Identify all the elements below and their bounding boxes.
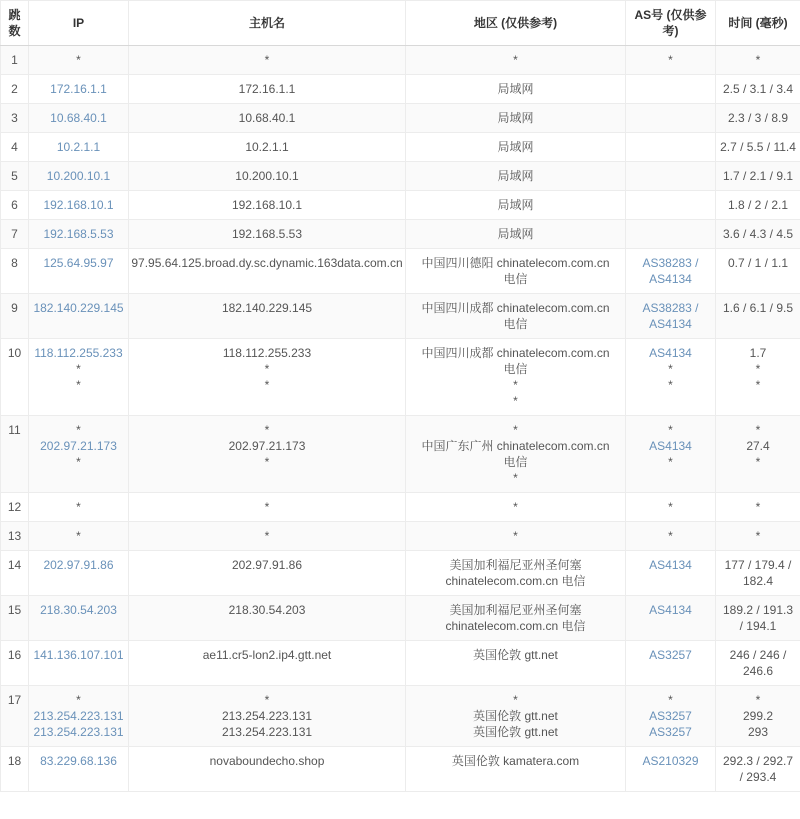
time-cell: [716, 416, 800, 493]
host-cell-text: 218.30.54.203: [228, 603, 306, 617]
region-cell-text: 局域网: [497, 227, 534, 241]
ip-cell-text: *: [76, 529, 81, 543]
region-cell-text: 局域网: [497, 111, 534, 125]
region-cell-text: *: [513, 53, 518, 67]
ip-link[interactable]: 213.254.223.131: [33, 725, 124, 739]
col-header-host: 主机名: [129, 1, 406, 46]
host-cell: [129, 686, 406, 747]
host-cell-text: 213.254.223.131: [221, 725, 313, 739]
asn-link[interactable]: AS4134: [649, 346, 692, 360]
region-cell-text: 局域网: [497, 198, 534, 212]
host-cell-text: *: [264, 378, 270, 392]
region-cell: [406, 641, 626, 686]
asn-cell: [626, 596, 716, 641]
ip-link[interactable]: 141.136.107.101: [33, 648, 124, 662]
col-header-ip: IP: [29, 1, 129, 46]
hop-number: 13: [1, 522, 29, 551]
table-row: [1, 747, 800, 792]
ip-cell-line: [31, 345, 126, 361]
host-cell: [129, 75, 406, 104]
ip-cell-line: [31, 647, 126, 663]
region-cell-text: 局域网: [497, 169, 534, 183]
asn-cell: [626, 104, 716, 133]
table-row: [1, 191, 800, 220]
asn-cell: [626, 75, 716, 104]
hop-number: 9: [1, 294, 29, 339]
time-cell-text: 1.7: [749, 346, 767, 360]
ip-cell-line: [31, 226, 126, 242]
asn-cell-line: [628, 708, 713, 724]
ip-cell: [29, 641, 129, 686]
asn-cell-text: [628, 226, 713, 242]
host-cell: [129, 522, 406, 551]
ip-link[interactable]: 202.97.21.173: [40, 439, 117, 453]
ip-cell: [29, 75, 129, 104]
ip-cell-line: [31, 81, 126, 97]
time-cell: [716, 191, 800, 220]
time-cell-text: 177 / 179.4 / 182.4: [724, 558, 792, 588]
asn-cell-text: *: [668, 378, 673, 392]
table-row: [1, 162, 800, 191]
host-cell-text: 182.140.229.145: [221, 301, 313, 315]
asn-link[interactable]: AS38283 / AS4134: [642, 256, 699, 286]
asn-cell: [626, 46, 716, 75]
ip-cell-text: *: [76, 500, 81, 514]
host-cell: [129, 493, 406, 522]
asn-cell-text: [628, 81, 713, 97]
region-cell-text: 英国伦敦 gtt.net: [473, 648, 558, 662]
host-cell-text: *: [264, 529, 270, 543]
asn-cell-text: *: [668, 693, 673, 707]
asn-cell-text: *: [668, 423, 673, 437]
host-cell: [129, 641, 406, 686]
table-row: [1, 493, 800, 522]
ip-cell-line: [31, 168, 126, 184]
time-cell-text: *: [755, 378, 761, 392]
time-cell-text: 1.6 / 6.1 / 9.5: [722, 301, 794, 315]
asn-link[interactable]: AS38283 / AS4134: [642, 301, 699, 331]
ip-cell: [29, 686, 129, 747]
host-cell-text: 10.200.10.1: [235, 169, 299, 183]
time-cell: [716, 522, 800, 551]
asn-cell-line: [628, 438, 713, 454]
ip-cell: [29, 522, 129, 551]
ip-cell-line: [31, 753, 126, 769]
asn-cell-text: [628, 139, 713, 155]
asn-cell: [626, 133, 716, 162]
hop-number: 3: [1, 104, 29, 133]
table-row: [1, 294, 800, 339]
hop-number: 4: [1, 133, 29, 162]
asn-link[interactable]: AS210329: [642, 754, 699, 768]
time-cell-text: 1.8 / 2 / 2.1: [727, 198, 789, 212]
host-cell-text: 172.16.1.1: [238, 82, 296, 96]
host-cell: [129, 191, 406, 220]
table-row: [1, 249, 800, 294]
time-cell-text: 2.7 / 5.5 / 11.4: [720, 140, 796, 154]
time-cell: [716, 249, 800, 294]
ip-cell-text: *: [76, 362, 81, 376]
asn-cell: [626, 294, 716, 339]
table-row: [1, 641, 800, 686]
ip-cell-text: *: [76, 53, 81, 67]
ip-cell-line: [31, 438, 126, 454]
ip-cell-text: *: [76, 378, 81, 392]
time-cell: [716, 75, 800, 104]
ip-cell: [29, 133, 129, 162]
time-cell-text: *: [755, 500, 761, 514]
table-row: [1, 596, 800, 641]
ip-cell-line: [31, 557, 126, 573]
time-cell: [716, 493, 800, 522]
host-cell: [129, 416, 406, 493]
host-cell-text: *: [264, 423, 270, 437]
region-cell: [406, 493, 626, 522]
ip-cell-line: [31, 139, 126, 155]
host-cell-text: novaboundecho.shop: [209, 754, 325, 768]
region-cell-text: 美国加利福尼亚州圣何塞 chinatelecom.com.cn 电信: [445, 558, 586, 588]
ip-cell: [29, 747, 129, 792]
time-cell-text: *: [755, 529, 761, 543]
region-cell-text: 英国伦敦 kamatera.com: [451, 754, 580, 768]
ip-cell-line: [31, 300, 126, 316]
asn-cell-text: [628, 110, 713, 126]
table-body: [1, 46, 800, 792]
asn-cell: [626, 747, 716, 792]
hop-number: 1: [1, 46, 29, 75]
time-cell-text: 27.4: [746, 439, 770, 453]
ip-cell-line: [31, 724, 126, 740]
asn-cell: [626, 686, 716, 747]
region-cell: [406, 596, 626, 641]
asn-cell-line: [628, 602, 713, 618]
ip-link[interactable]: 202.97.91.86: [43, 558, 114, 572]
time-cell: [716, 339, 800, 416]
ip-link[interactable]: 192.168.5.53: [43, 227, 114, 241]
region-cell: [406, 75, 626, 104]
time-cell-text: 246 / 246 / 246.6: [729, 648, 787, 678]
time-cell-text: 3.6 / 4.3 / 4.5: [722, 227, 794, 241]
hop-number: 11: [1, 416, 29, 493]
ip-link[interactable]: 192.168.10.1: [43, 198, 114, 212]
hop-number: 8: [1, 249, 29, 294]
col-header-region: 地区 (仅供参考): [406, 1, 626, 46]
time-cell: [716, 551, 800, 596]
asn-cell: [626, 522, 716, 551]
host-cell: [129, 747, 406, 792]
host-cell: [129, 249, 406, 294]
ip-link[interactable]: 172.16.1.1: [50, 82, 107, 96]
ip-cell-text: *: [76, 693, 81, 707]
ip-link[interactable]: 182.140.229.145: [33, 301, 124, 315]
region-cell: [406, 191, 626, 220]
region-cell-text: 中国四川德阳 chinatelecom.com.cn 电信: [421, 256, 610, 286]
ip-cell-line: [31, 197, 126, 213]
table-row: [1, 220, 800, 249]
asn-cell: [626, 416, 716, 493]
table-header-row: [1, 1, 800, 46]
host-cell: [129, 162, 406, 191]
host-cell: [129, 220, 406, 249]
host-cell-text: *: [264, 693, 270, 707]
ip-link[interactable]: 10.200.10.1: [46, 169, 111, 183]
asn-cell: [626, 162, 716, 191]
region-cell-text: 中国广东广州 chinatelecom.com.cn 电信: [421, 439, 610, 469]
host-cell: [129, 133, 406, 162]
region-cell-text: 英国伦敦 gtt.net: [473, 725, 558, 739]
hop-number: 15: [1, 596, 29, 641]
table-row: [1, 133, 800, 162]
ip-cell: [29, 339, 129, 416]
asn-cell-text: *: [668, 529, 673, 543]
host-cell-text: 10.68.40.1: [238, 111, 296, 125]
hop-number: 2: [1, 75, 29, 104]
region-cell-text: *: [513, 423, 518, 437]
ip-cell: [29, 294, 129, 339]
ip-cell-text: *: [76, 455, 81, 469]
time-cell: [716, 641, 800, 686]
region-cell: [406, 522, 626, 551]
hop-number: 14: [1, 551, 29, 596]
host-cell-text: 10.2.1.1: [245, 140, 289, 154]
host-cell-text: *: [264, 500, 270, 514]
time-cell-text: *: [755, 53, 761, 67]
host-cell-text: *: [264, 362, 270, 376]
host-cell-text: ae11.cr5-lon2.ip4.gtt.net: [202, 648, 332, 662]
region-cell: [406, 686, 626, 747]
table-row: [1, 339, 800, 416]
region-cell-text: 美国加利福尼亚州圣何塞 chinatelecom.com.cn 电信: [445, 603, 586, 633]
asn-cell: [626, 493, 716, 522]
table-row: [1, 104, 800, 133]
region-cell: [406, 133, 626, 162]
asn-cell-line: [628, 255, 713, 287]
ip-cell: [29, 551, 129, 596]
asn-cell: [626, 551, 716, 596]
host-cell: [129, 551, 406, 596]
time-cell: [716, 162, 800, 191]
ip-link[interactable]: 218.30.54.203: [40, 603, 117, 617]
asn-link[interactable]: AS3257: [649, 709, 692, 723]
time-cell-text: *: [755, 455, 761, 469]
ip-cell: [29, 416, 129, 493]
ip-link[interactable]: 10.2.1.1: [56, 140, 101, 154]
ip-link[interactable]: 83.229.68.136: [40, 754, 117, 768]
asn-cell: [626, 339, 716, 416]
hop-number: 16: [1, 641, 29, 686]
ip-link[interactable]: 125.64.95.97: [43, 256, 114, 270]
time-cell: [716, 104, 800, 133]
region-cell: [406, 339, 626, 416]
time-cell-text: 189.2 / 191.3 / 194.1: [722, 603, 794, 633]
host-cell-text: 97.95.64.125.broad.dy.sc.dynamic.163data.com.cn: [131, 256, 403, 270]
host-cell-text: 213.254.223.131: [221, 709, 313, 723]
time-cell: [716, 46, 800, 75]
region-cell: [406, 46, 626, 75]
region-cell-text: 中国四川成都 chinatelecom.com.cn 电信: [421, 346, 610, 376]
col-header-asn: AS号 (仅供参考): [626, 1, 716, 46]
host-cell-text: *: [264, 455, 270, 469]
asn-link[interactable]: AS4134: [649, 439, 692, 453]
asn-link[interactable]: AS3257: [649, 648, 692, 662]
table-row: [1, 522, 800, 551]
region-cell: [406, 249, 626, 294]
ip-cell-text: *: [76, 423, 81, 437]
region-cell: [406, 747, 626, 792]
asn-cell: [626, 641, 716, 686]
host-cell: [129, 46, 406, 75]
region-cell: [406, 104, 626, 133]
ip-cell: [29, 493, 129, 522]
ip-link[interactable]: 118.112.255.233: [34, 346, 123, 360]
hop-number: 18: [1, 747, 29, 792]
ip-cell: [29, 162, 129, 191]
asn-link[interactable]: AS3257: [649, 725, 692, 739]
region-cell-text: *: [513, 529, 518, 543]
ip-cell-line: [31, 602, 126, 618]
table-row: [1, 416, 800, 493]
hop-number: 6: [1, 191, 29, 220]
ip-cell: [29, 104, 129, 133]
host-cell-text: 202.97.91.86: [231, 558, 303, 572]
ip-cell: [29, 46, 129, 75]
time-cell: [716, 686, 800, 747]
time-cell-text: *: [755, 693, 761, 707]
table-row: [1, 46, 800, 75]
time-cell: [716, 294, 800, 339]
region-cell-text: 局域网: [497, 82, 534, 96]
ip-cell-line: [31, 255, 126, 271]
asn-cell-line: [628, 753, 713, 769]
time-cell: [716, 133, 800, 162]
hop-number: 10: [1, 339, 29, 416]
hop-number: 12: [1, 493, 29, 522]
region-cell-text: *: [513, 693, 518, 707]
ip-cell: [29, 249, 129, 294]
time-cell-text: 292.3 / 292.7 / 293.4: [722, 754, 794, 784]
asn-cell-text: [628, 168, 713, 184]
time-cell-text: *: [755, 362, 761, 376]
asn-cell-line: [628, 300, 713, 332]
host-cell-text: 192.168.10.1: [231, 198, 303, 212]
host-cell: [129, 339, 406, 416]
region-cell: [406, 220, 626, 249]
ip-link[interactable]: 10.68.40.1: [50, 111, 107, 125]
hop-number: 7: [1, 220, 29, 249]
col-header-hop: 跳数: [1, 1, 29, 46]
table-row: [1, 75, 800, 104]
host-cell-text: 202.97.21.173: [228, 439, 306, 453]
asn-cell-text: *: [668, 455, 673, 469]
hop-number: 17: [1, 686, 29, 747]
asn-link[interactable]: AS4134: [649, 603, 692, 617]
ip-cell-line: [31, 708, 126, 724]
asn-cell: [626, 220, 716, 249]
asn-cell-line: [628, 345, 713, 361]
ip-link[interactable]: 213.254.223.131: [33, 709, 124, 723]
time-cell-text: 0.7 / 1 / 1.1: [727, 256, 789, 270]
asn-cell-text: [628, 197, 713, 213]
asn-cell-text: *: [668, 362, 673, 376]
asn-cell-text: *: [668, 53, 673, 67]
time-cell-text: 299.2: [742, 709, 774, 723]
region-cell: [406, 162, 626, 191]
region-cell-text: *: [513, 378, 518, 392]
time-cell-text: 1.7 / 2.1 / 9.1: [722, 169, 794, 183]
region-cell-text: *: [513, 471, 518, 485]
region-cell: [406, 294, 626, 339]
asn-link[interactable]: AS4134: [649, 558, 692, 572]
time-cell-text: *: [755, 423, 761, 437]
host-cell-text: 192.168.5.53: [231, 227, 303, 241]
asn-cell-text: *: [668, 500, 673, 514]
asn-cell-line: [628, 557, 713, 573]
time-cell: [716, 596, 800, 641]
table-row: [1, 551, 800, 596]
host-cell-text: 118.112.255.233: [222, 346, 312, 360]
time-cell-text: 293: [747, 725, 769, 739]
col-header-time: 时间 (毫秒): [716, 1, 800, 46]
ip-cell: [29, 596, 129, 641]
hop-number: 5: [1, 162, 29, 191]
region-cell-text: 中国四川成都 chinatelecom.com.cn 电信: [421, 301, 610, 331]
asn-cell: [626, 249, 716, 294]
host-cell: [129, 104, 406, 133]
host-cell-text: *: [264, 53, 270, 67]
region-cell-text: *: [513, 500, 518, 514]
ip-cell: [29, 220, 129, 249]
asn-cell-line: [628, 724, 713, 740]
time-cell: [716, 747, 800, 792]
asn-cell-line: [628, 647, 713, 663]
region-cell: [406, 551, 626, 596]
time-cell-text: 2.3 / 3 / 8.9: [727, 111, 789, 125]
time-cell: [716, 220, 800, 249]
asn-cell: [626, 191, 716, 220]
ip-cell-line: [31, 110, 126, 126]
region-cell-text: *: [513, 394, 518, 408]
table-row: [1, 686, 800, 747]
region-cell: [406, 416, 626, 493]
ip-cell: [29, 191, 129, 220]
region-cell-text: 局域网: [497, 140, 534, 154]
host-cell: [129, 596, 406, 641]
region-cell-text: 英国伦敦 gtt.net: [473, 709, 558, 723]
host-cell: [129, 294, 406, 339]
time-cell-text: 2.5 / 3.1 / 3.4: [722, 82, 794, 96]
